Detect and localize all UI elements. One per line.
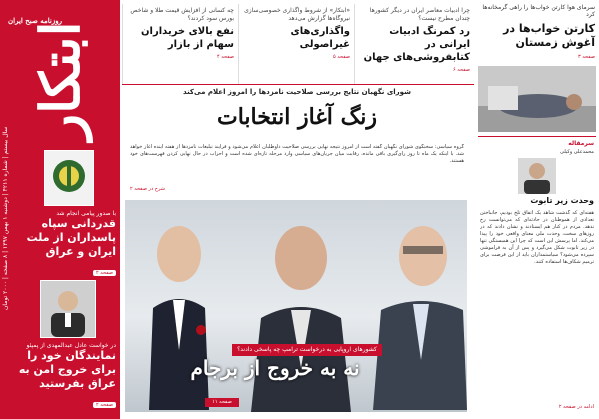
teaser-1[interactable] [122, 4, 238, 84]
main-headline[interactable]: زنگ آغاز انتخابات [216, 104, 377, 130]
sleeping-person-icon [478, 66, 596, 132]
right-top-headline[interactable]: کارتن خواب‌ها در آغوش زمستان [503, 22, 595, 49]
teaser-3-kicker: چرا ادبیات معاصر ایران در دیگر کشورها چندان مطرح نیست؟ [369, 7, 470, 22]
teaser-3[interactable] [354, 4, 474, 84]
main-body: گروه سیاسی: سخنگوی شورای نگهبان گفته است از امروز نتیجه نهایی بررسی صلاحیت داوطلبان اعلام می‌شود و فرآیند تبلیغات نامزدها از هفته آینده آغاز خواهد شد. با اینکه یک ماه تا روز رای‌گیری باقی مانده، رقابت میان جریان‌های سیاسی وارد مرحله تازه‌ای شده است و احزاب در حال نهایی کردن فهرست‌های خود هستند. [130, 144, 464, 164]
left-story-2[interactable] [14, 342, 116, 410]
teaser-1-kicker: چه کسانی از افزایش قیمت طلا و شاخص بورس سود کردند؟ [130, 7, 234, 22]
right-top-page: صفحه ۳ [578, 54, 595, 60]
divider [478, 136, 596, 137]
irgc-emblem-icon [45, 151, 93, 205]
left-story-2-headline[interactable]: نمایندگان خود را برای خروج امن به عراق بفرستید [18, 349, 116, 390]
editorial-title[interactable]: وحدت زیر تابوت [530, 196, 594, 205]
politician-photo [40, 280, 96, 338]
left-story-2-page: صفحه ۲ [93, 402, 116, 408]
left-story-2-kicker: در خواست عادل عبدالمهدی از پمپئو [26, 342, 116, 349]
photo-headline[interactable]: نه به خروج از برجام [190, 356, 360, 380]
teaser-3-headline[interactable]: رد کمرنگ ادبیات ایرانی در کتابفروشی‌های جهان [363, 26, 470, 63]
masthead-logo: ابتکار [28, 21, 92, 141]
left-story-1-page: صفحه ۲ [93, 270, 116, 276]
teaser-2-page: صفحه ۵ [333, 54, 350, 60]
main-page-ref: شرح در صفحه ۲ [130, 186, 165, 192]
masthead [6, 6, 114, 156]
editorial-author: محمدعلی وکیلی [560, 149, 594, 155]
emblem-image [44, 150, 94, 206]
left-story-1[interactable] [14, 210, 116, 278]
editorial-body: هفته‌ای که گذشت شاهد یک اتفاق تلخ بودیم، جانباختن تعدادی از هموطنان در حادثه‌ای که می‌توانست رخ ندهد. مردم در کنار هم ایستادند و نشان دادند که در روزهای سخت، وحدت ملی معنای واقعی خود را پیدا می‌کند. اما پرسش این است که چرا این همبستگی تنها در زیر تابوت شکل می‌گیرد و پس از آن به فراموشی سپرده می‌شود؟ سیاستمداران باید از این فرصت برای ترمیم شکاف‌ها استفاده کنند. [480, 210, 594, 265]
edition-info: سال بیستم | شماره ۴۲۱۱ | دوشنبه ۱ بهمن ۱۳۹۷ | ۸ صفحه | ۲۰۰۰ تومان [2, 126, 9, 310]
left-story-1-headline[interactable]: قدردانی سپاه پاسداران از ملت ایران و عراق [26, 217, 116, 258]
teaser-2-headline[interactable]: واگذاری‌های غیراصولی [290, 26, 350, 50]
author-portrait-icon [518, 158, 556, 194]
masthead-tagline: روزنامه صبح ایران [8, 16, 63, 25]
editorial-label: سرمقاله [568, 140, 594, 147]
teaser-1-page: صفحه ۴ [217, 54, 234, 60]
homeless-photo [478, 66, 596, 132]
divider [122, 84, 474, 85]
right-top-kicker: سرمای هوا کارتن خواب‌ها را راهی گرمخانه‌ها کرد [482, 4, 595, 18]
author-photo [518, 158, 556, 194]
teaser-2-kicker: «ابتکار» از شروط واگذاری خصوصی‌سازی نیروگاه‌ها گزارش می‌دهد [244, 7, 350, 22]
teaser-1-headline[interactable]: نفع بالای خریداران سهام از بازار [141, 26, 234, 50]
portrait-icon [41, 281, 95, 337]
left-story-1-kicker: با صدور پیامی انجام شد [56, 210, 116, 217]
photo-caption: کشورهای اروپایی به درخواست ترامپ چه پاسخی دادند؟ [232, 344, 382, 356]
main-kicker: شورای نگهبان نتایج بررسی صلاحیت نامزدها را امروز اعلام می‌کند [183, 88, 411, 96]
teaser-3-page: صفحه ۶ [453, 67, 470, 73]
editorial-continue: ادامه در صفحه ۲ [558, 404, 594, 410]
teaser-2[interactable] [238, 4, 354, 84]
photo-page-ref: صفحه ۱۱ [205, 398, 239, 407]
